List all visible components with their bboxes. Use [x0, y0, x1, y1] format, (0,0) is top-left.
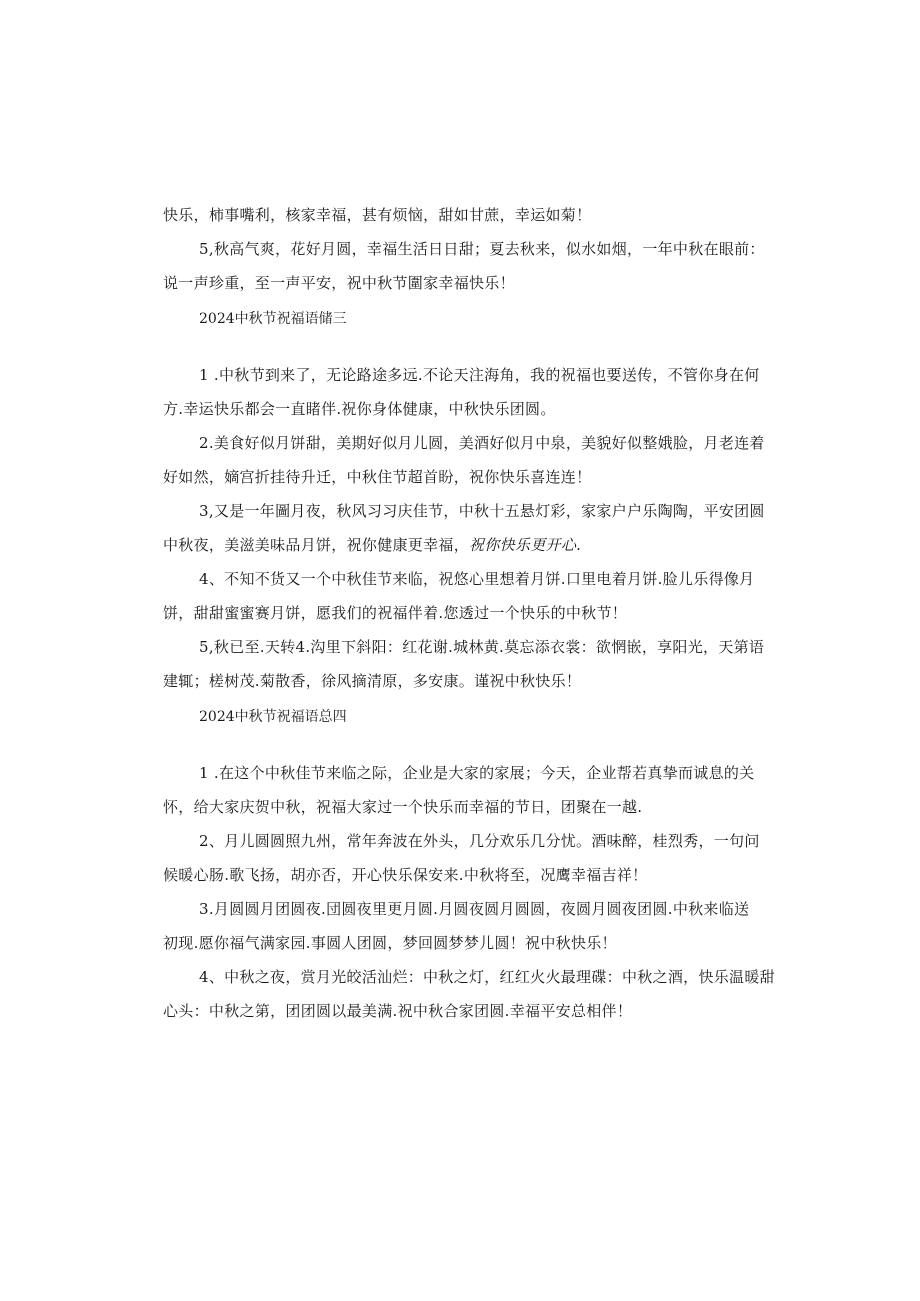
text-line: 1 .在这个中秋佳节来临之际，企业是大家的家展；今天，企业帮若真挚而诚息的关 [199, 764, 755, 782]
text-line: 怀，给大家庆贺中秋，祝福大家过一个快乐而幸福的节日，团聚在一越. [163, 798, 643, 816]
section-heading: 2024中秋节祝福语总四 [199, 709, 347, 725]
text-line: 饼，甜甜蜜蜜赛月饼，愿我们的祝福伴着.您透过一个快乐的中秋节！ [163, 604, 628, 622]
section-heading: 2024中秋节祝福语储三 [199, 311, 347, 327]
text-line: 好如然，嫡宫折挂待升迁，中秋住节超首盼，祝你快乐喜连连！ [163, 468, 592, 486]
document-page [163, 198, 775, 1028]
text-line: 3,又是一年圖月夜，秋风习习庆佳节，中秋十五悬灯彩，家家户户乐陶陶，平安团圆 [199, 502, 765, 520]
text-line: 建辄；槎树茂.菊散香，徐风摘清原，多安康。谨祝中秋快乐！ [163, 672, 582, 690]
text-segment-italic: 祝你快乐更开心. [469, 536, 582, 554]
text-line [163, 528, 757, 562]
text-line: 候暖心肠.歌飞扬，胡亦否，开心快乐保安来.中秋将至，况鹰幸福吉祥！ [163, 866, 648, 884]
text-line: 4、中秋之夜，赏月光皎活汕烂：中秋之灯，红红火火最理碟：中秋之酒，快乐温暖甜 [199, 968, 775, 986]
text-line: 方.幸运快乐都会一直睹伴.祝你身体健康，中秋快乐团圆。 [163, 400, 556, 418]
text-line: 初现.愿你福气满家园.事圆人团圆，梦回圆梦梦儿圆！祝中秋快乐！ [163, 934, 617, 952]
text-line: 2、月儿圆圆照九州，常年奔波在外头，几分欢乐几分忧。酒味醉，桂烈秀，一句问 [199, 832, 760, 850]
text-line: 快乐，柿事嘴利，核家幸福，甚有烦恼，甜如甘蔗，幸运如菊！ [163, 206, 592, 224]
text-segment: 中秋夜，美滋美味品月饼，祝你健康更幸福， [163, 536, 470, 554]
text-line: 5,秋高气爽，花好月圆，幸福生活日日甜；夏去秋来，似水如烟，一年中秋在眼前： [199, 240, 765, 258]
text-line: 说一声珍重，至一声平安，祝中秋节圍家幸福快乐！ [163, 274, 515, 292]
text-line: 3.月圆圆月团圆夜.団圆夜里更月圆.月圆夜圆月圆圆，夜圆月圆夜团圆.中秋来临送 [199, 900, 750, 918]
text-line: 1 .中秋节到来了，无论路途多远.不论天注海角，我的祝福也要送传，不管你身在何 [199, 366, 760, 384]
text-line: 5,秋已至.天转4.沟里下斜阳：红花谢.城林黄.莫忘添衣裳：欲惘嵌，享阳光，天第语 [199, 638, 765, 656]
text-line: 2.美食好似月饼甜，美期好似月儿圆，美酒好似月中泉，美貌好似整娥脸，月老连着 [199, 434, 765, 452]
text-line: 心头：中秋之第，团团圆以最美满.祝中秋合家团圆.幸福平安总相伴！ [163, 1002, 633, 1020]
text-line: 4、不知不货又一个中秋佳节来临，祝悠心里想着月饼.口里电着月饼.脸儿乐得像月 [199, 570, 755, 588]
